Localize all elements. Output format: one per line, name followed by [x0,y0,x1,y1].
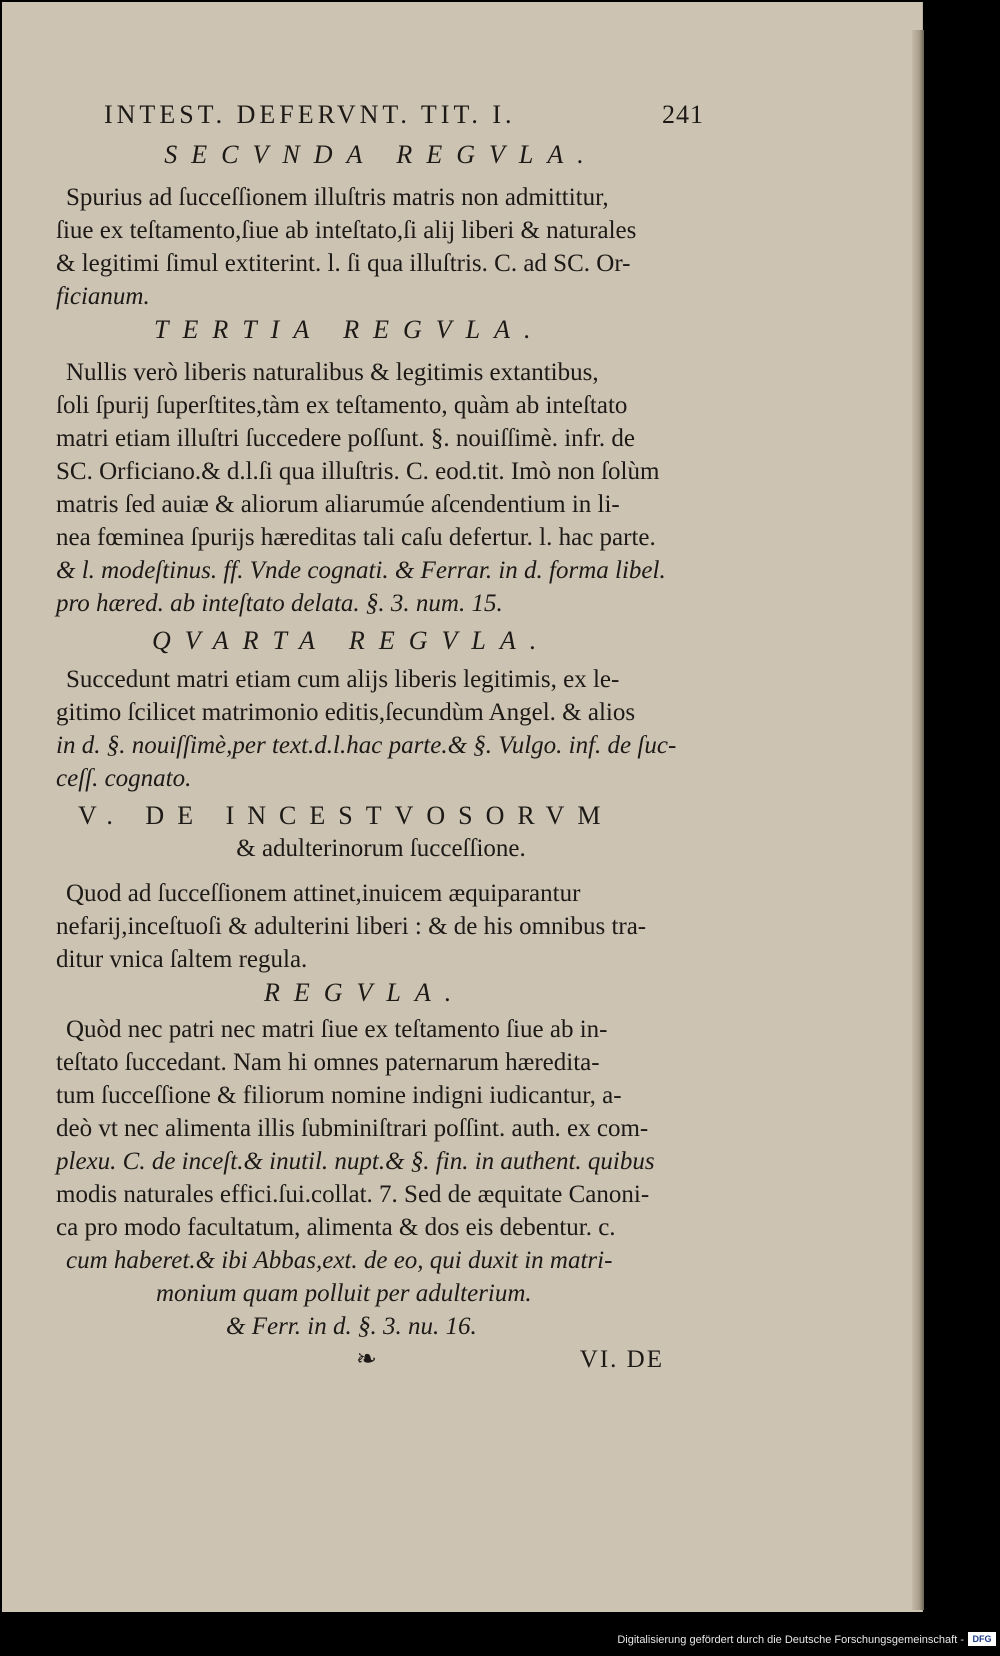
text-line: plexu. C. de inceſt.& inutil. nupt.& §. fin. in authent. quibus [56,1148,655,1175]
text-line: & l. modeſtinus. ff. Vnde cognati. & Ferrar. in d. forma libel. [56,557,666,584]
text-line: matri etiam illuſtri ſuccedere poſſunt. §. nouiſſimè. infr. de [56,425,636,452]
catchword-row [56,1343,706,1377]
running-title: INTEST. DEFERVNT. TIT. I. [104,100,516,129]
page-edge [912,30,924,1610]
section-subheading: & adulterinorum ſucceſſione. [236,835,526,862]
text-line: ceſſ. cognato. [56,765,192,792]
text-line: gitimo ſcilicet matrimonio editis,ſecundùm Angel. & alios [56,699,636,726]
text-line: teſtato ſuccedant. Nam hi omnes paternarum hæredita- [56,1049,600,1076]
fleuron-ornament: ❧ [356,1346,377,1373]
text-line: Succedunt matri etiam cum alijs liberis legitimis, ex le- [66,666,620,693]
catchword: VI. DE [579,1346,664,1373]
text-line: modis naturales effici.ſui.collat. 7. Sed de æquitate Canoni- [56,1181,650,1208]
text-line: Nullis verò liberis naturalibus & legitimis extantibus, [66,359,599,386]
text-line: Spurius ad ſucceſſionem illuſtris matris non admittitur, [66,184,609,211]
text-line: Quòd nec patri nec matri ſiue ex teſtamento ſiue ab in- [66,1016,608,1043]
text-line: matris ſed auiæ & aliorum aliarumúe aſcendentium in li- [56,491,620,518]
text-line: monium quam polluit per adulterium. [156,1280,532,1307]
rubric-tertia: TERTIA REGVLA. [154,315,545,344]
digitization-footer [0,1626,1000,1656]
text-line: ficianum. [56,283,150,310]
text-line: ditur vnica ſaltem regula. [56,946,308,973]
section-heading: V. DE INCESTVOSORVM [78,801,614,830]
text-line: SC. Orficiano.& d.l.ſi qua illuſtris. C. eod.tit. Imò non ſolùm [56,458,660,485]
text-line: ſiue ex teſtamento,ſiue ab inteſtato,ſi alij liberi & naturales [56,217,637,244]
text-line: tum ſucceſſione & filiorum nomine indigni iudicantur, a- [56,1082,622,1109]
text-line: & Ferr. in d. §. 3. nu. 16. [226,1313,477,1340]
rubric-quarta: QVARTA REGVLA. [152,626,551,655]
folio-number: 241 [662,100,704,129]
footer-credit: Digitalisierung gefördert durch die Deutsche Forschungsgemeinschaft - [617,1634,964,1646]
text-line: nefarij,inceſtuoſi & adulterini liberi : & de his omnibus tra- [56,913,647,940]
text-line: ſoli ſpurij ſuperſtites,tàm ex teſtamento, quàm ab inteſtato [56,392,628,419]
rubric-regula: REGVLA. [264,978,466,1007]
text-line: pro hæred. ab inteſtato delata. §. 3. num. 15. [56,590,503,617]
dfg-logo: DFG [968,1632,996,1646]
text-line: deò vt nec alimenta illis ſubminiſtrari poſſint. auth. ex com- [56,1115,649,1142]
text-line: Quod ad ſucceſſionem attinet,inuicem æquiparantur [66,880,581,907]
rubric-secunda: SECVNDA REGVLA. [164,140,598,169]
text-line: ca pro modo facultatum, alimenta & dos eis debentur. c. [56,1214,616,1241]
text-line: nea fœminea ſpurijs hæreditas tali caſu defertur. l. hac parte. [56,524,656,551]
text-line: cum haberet.& ibi Abbas,ext. de eo, qui duxit in matri- [66,1247,613,1274]
text-body [56,102,706,1377]
text-line: in d. §. nouiſſimè,per text.d.l.hac parte.& §. Vulgo. inf. de ſuc- [56,732,677,759]
text-line: & legitimi ſimul extiterint. l. ſi qua illuſtris. C. ad SC. Or- [56,250,631,277]
